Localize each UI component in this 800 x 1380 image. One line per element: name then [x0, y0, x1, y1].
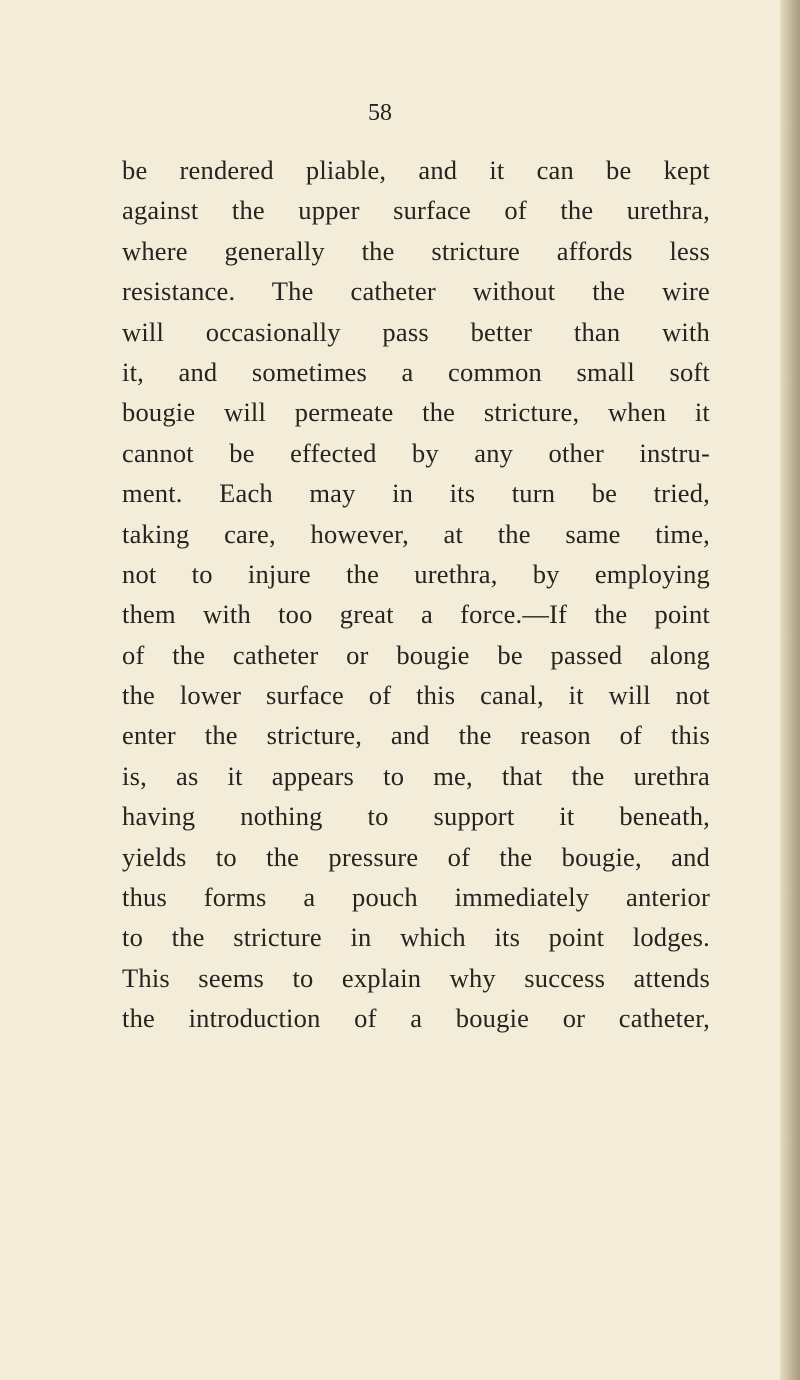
text-line: of the catheter or bougie be passed along [122, 639, 710, 670]
text-line: it, and sometimes a common small soft [122, 356, 710, 387]
text-line: them with too great a force.—If the point [122, 599, 710, 630]
text-line: be rendered pliable, and it can be kept [122, 155, 710, 185]
text-line: thus forms a pouch immediately anterior [122, 882, 710, 913]
text-line: where generally the stricture affords less [122, 235, 710, 266]
text-line: having nothing to support it beneath, [122, 801, 710, 832]
text-line: ment. Each may in its turn be tried, [122, 478, 710, 509]
text-line: against the upper surface of the urethra, [122, 195, 710, 226]
text-line: to the stricture in which its point lodges. [122, 922, 710, 953]
text-line: resistance. The catheter without the wire [122, 276, 710, 307]
text-line: is, as it appears to me, that the urethra [122, 760, 710, 791]
body-text [122, 150, 710, 1039]
text-line: will occasionally pass better than with [122, 316, 710, 347]
text-line: This seems to explain why success attends [122, 962, 710, 993]
text-line: the lower surface of this canal, it will not [122, 680, 710, 711]
text-line: not to injure the urethra, by employing [122, 558, 710, 589]
text-line: taking care, however, at the same time, [122, 518, 710, 549]
text-line: yields to the pressure of the bougie, and [122, 841, 710, 872]
page-edge [780, 0, 800, 1380]
text-line: enter the stricture, and the reason of this [122, 720, 710, 751]
text-line: cannot be effected by any other instru- [122, 437, 710, 468]
page-number: 58 [368, 100, 392, 126]
text-line: bougie will permeate the stricture, when it [122, 397, 710, 428]
text-line: the introduction of a bougie or catheter, [122, 1003, 710, 1034]
